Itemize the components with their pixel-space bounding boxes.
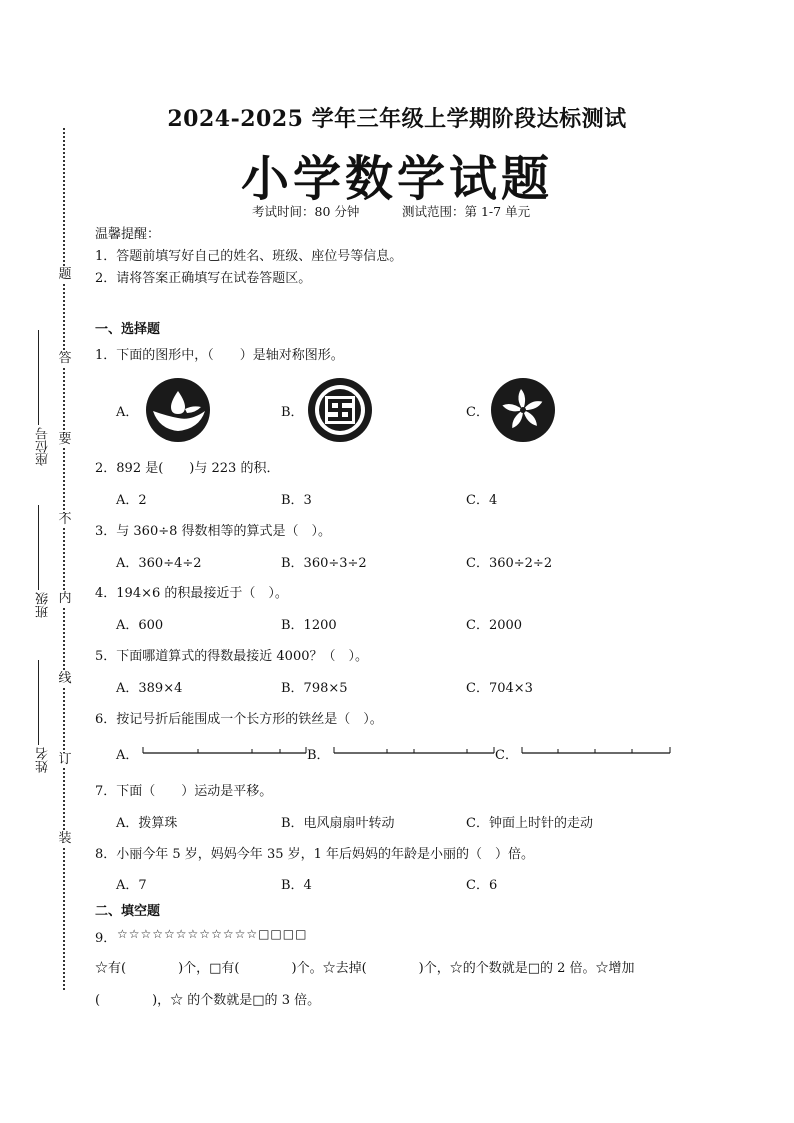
option-b[interactable]: B． [281, 405, 304, 420]
name-field-line[interactable] [38, 660, 39, 745]
fill-blank-line[interactable]: ( )，☆ 的个数就是□的 3 倍。 [95, 993, 321, 1008]
option-b[interactable]: B．电风扇扇叶转动 [281, 816, 395, 831]
option-a[interactable]: A．拨算珠 [116, 816, 178, 831]
drop-logo-icon [145, 377, 211, 443]
section-heading: 二、填空题 [95, 904, 161, 919]
seal-char: 题 [58, 267, 72, 282]
seat-field-line[interactable] [38, 330, 39, 425]
name-label: 姓名 [36, 747, 51, 773]
option-a[interactable]: A．600 [116, 618, 164, 633]
reminder-item: 1．答题前填写好自己的姓名、班级、座位号等信息。 [95, 249, 403, 264]
reminder-item: 2．请将答案正确填写在试卷答题区。 [95, 271, 312, 286]
option-a[interactable]: A．389×4 [116, 681, 183, 696]
reminder-heading: 温馨提醒： [95, 227, 161, 242]
question-stem: 6．按记号折后能围成一个长方形的铁丝是（ ）。 [95, 712, 383, 727]
option-c[interactable]: C．6 [466, 878, 498, 893]
seal-char: 线 [58, 671, 72, 686]
option-c[interactable]: C．704×3 [466, 681, 533, 696]
seal-char: 不 [58, 512, 72, 527]
fill-blank-line[interactable]: ☆有( )个，□有( )个。☆去掉( )个，☆的个数就是□的 2 倍。☆增加 [95, 961, 635, 976]
option-c[interactable]: C．2000 [466, 618, 523, 633]
option-b[interactable]: B．1200 [281, 618, 337, 633]
option-c[interactable]: C． [466, 405, 489, 420]
question-stem: 7．下面（ ）运动是平移。 [95, 784, 273, 799]
seal-char: 内 [58, 591, 72, 606]
option-b[interactable]: B．3 [281, 493, 312, 508]
seal-char: 订 [58, 752, 72, 767]
question-stem: 1．下面的图形中，（ ）是轴对称图形。 [95, 348, 344, 363]
wire-a-diagram [142, 743, 307, 755]
option-b[interactable]: B．798×5 [281, 681, 348, 696]
wire-b-diagram [333, 743, 495, 755]
binding-dotted-line [63, 128, 65, 990]
wire-c-diagram [521, 743, 671, 755]
question-stem: 3．与 360÷8 得数相等的算式是（ ）。 [95, 524, 332, 539]
bank-logo-icon [307, 377, 373, 443]
option-c[interactable]: C．360÷2÷2 [466, 556, 553, 571]
section-heading: 一、选择题 [95, 322, 161, 337]
option-a[interactable]: A．360÷4÷2 [116, 556, 202, 571]
question-number: 9． [95, 931, 117, 946]
class-label: 班级 [36, 592, 51, 618]
option-b[interactable]: B．4 [281, 878, 312, 893]
seal-char: 要 [58, 432, 72, 447]
option-c[interactable]: C．4 [466, 493, 498, 508]
option-b[interactable]: B． [307, 748, 330, 763]
question-stem: 4．194×6 的积最接近于（ ）。 [95, 586, 288, 601]
seal-char: 装 [58, 831, 72, 846]
question-stem: 2．892 是( )与 223 的积． [95, 461, 280, 476]
exam-title: 2024-2025 学年三年级上学期阶段达标测试 [167, 106, 627, 132]
option-c[interactable]: C． [495, 748, 518, 763]
class-field-line[interactable] [38, 505, 39, 590]
exam-scope: 测试范围：第 1-7 单元 [402, 204, 531, 219]
question-stem: 8．小丽今年 5 岁，妈妈今年 35 岁，1 年后妈妈的年龄是小丽的（ ）倍。 [95, 847, 535, 862]
subject-title: 小学数学试题 [240, 151, 553, 207]
exam-time: 考试时间：80 分钟 [252, 204, 360, 219]
flower-emblem-icon [490, 377, 556, 443]
option-a[interactable]: A．2 [116, 493, 147, 508]
question-stem: 5．下面哪道算式的得数最接近 4000？（ ）。 [95, 649, 368, 664]
option-c[interactable]: C．钟面上时针的走动 [466, 816, 593, 831]
seal-char: 答 [58, 351, 72, 366]
option-a[interactable]: A． [116, 748, 139, 763]
option-b[interactable]: B．360÷3÷2 [281, 556, 367, 571]
seat-number-label: 座位号 [36, 427, 51, 466]
star-square-row: ☆☆☆☆☆☆☆☆☆☆☆☆□□□□ [117, 927, 308, 941]
option-a[interactable]: A．7 [116, 878, 147, 893]
option-a[interactable]: A． [116, 405, 139, 420]
